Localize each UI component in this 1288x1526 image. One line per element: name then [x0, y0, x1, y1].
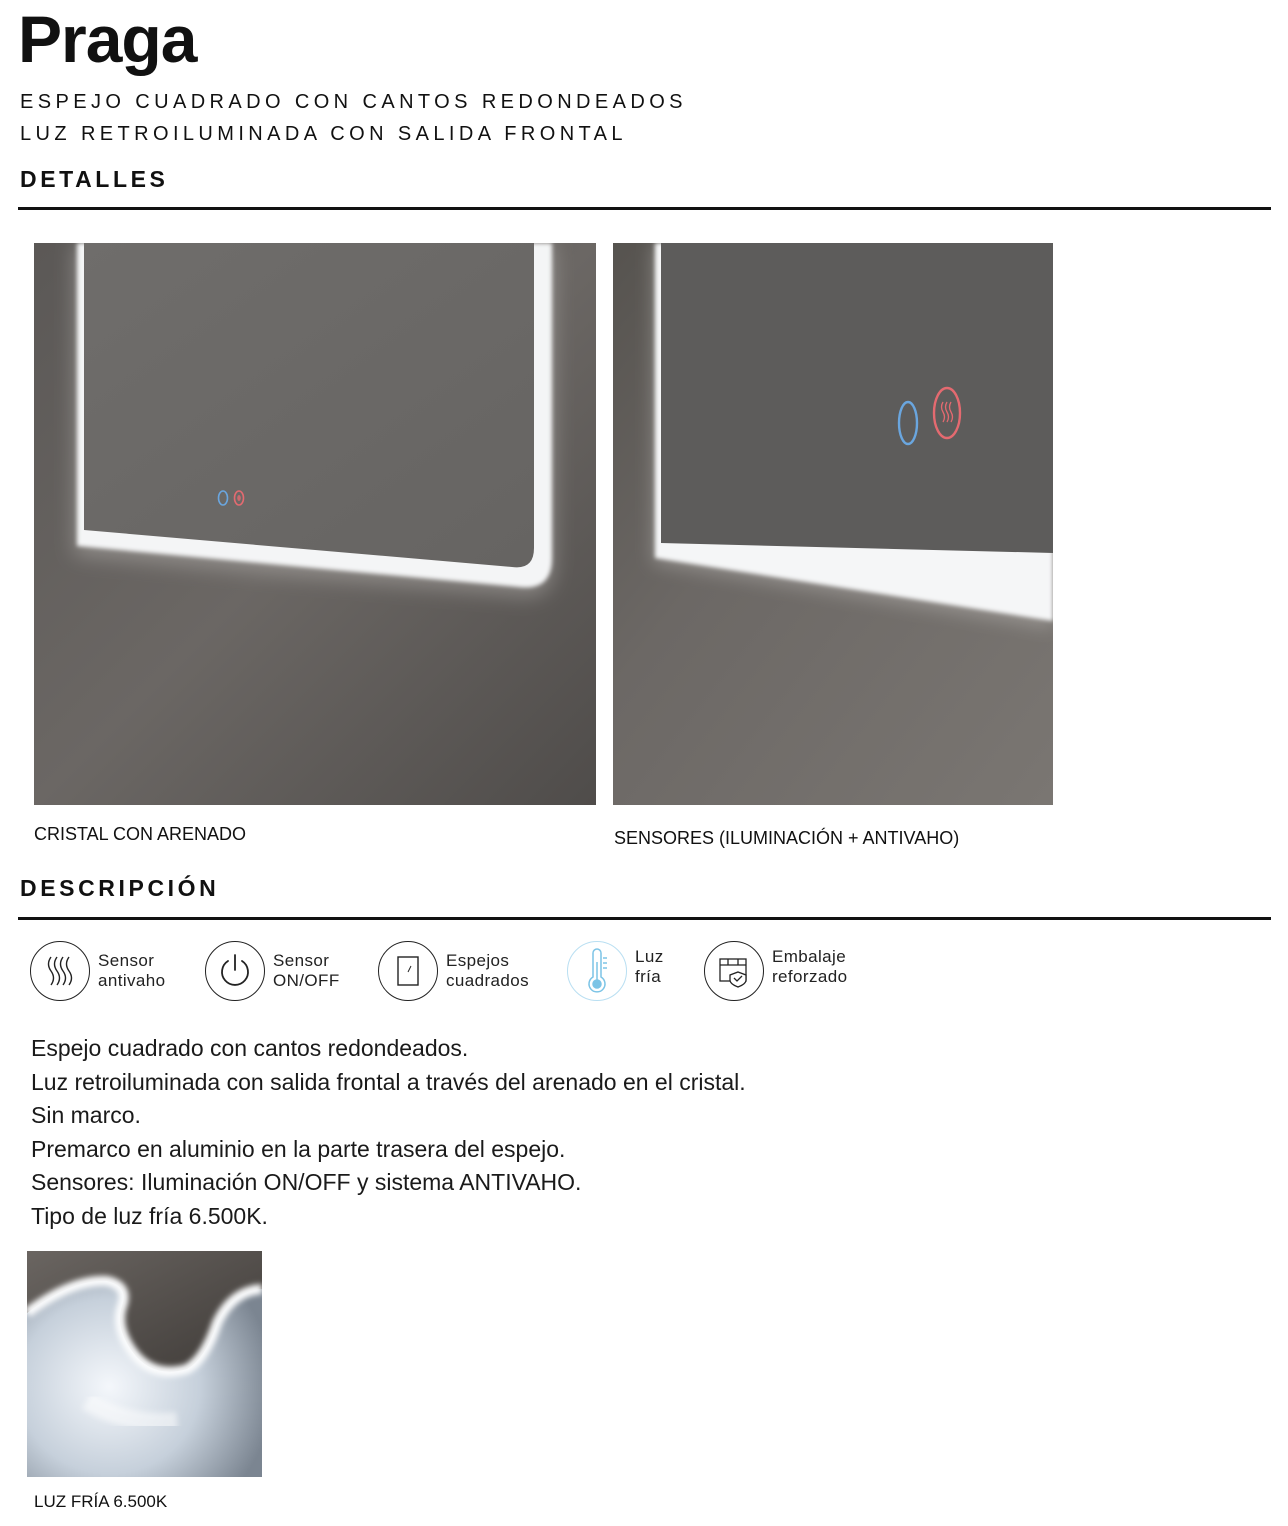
photo-cold-light-swatch	[27, 1251, 262, 1477]
photo-caption-sandblasted: CRISTAL CON ARENADO	[34, 824, 247, 844]
feature-cold-light	[567, 938, 664, 1004]
description-line: Luz retroiluminada con salida frontal a través del arenado en el cristal.	[31, 1068, 746, 1095]
description-heading: DESCRIPCIÓN	[20, 875, 220, 901]
feature-label: Sensor ON/OFF	[273, 951, 340, 990]
description-line: Sin marco.	[31, 1102, 141, 1128]
description-text	[31, 1032, 746, 1233]
power-icon	[205, 941, 265, 1001]
feature-reinforced-packaging	[704, 938, 847, 1004]
photo-caption-sensors: SENSORES (ILUMINACIÓN + ANTIVAHO)	[614, 828, 960, 848]
product-subtitle-line-2: LUZ RETROILUMINADA CON SALIDA FRONTAL	[20, 123, 627, 145]
feature-label: Embalaje reforzado	[772, 947, 848, 986]
description-divider	[18, 917, 1271, 920]
square-mirror-icon	[378, 941, 438, 1001]
thermometer-icon	[567, 941, 627, 1001]
photo-sensors	[613, 243, 1053, 805]
product-title: Praga	[18, 2, 197, 76]
feature-square-mirrors	[378, 938, 529, 1004]
feature-antifog	[30, 938, 165, 1004]
package-icon	[704, 941, 764, 1001]
feature-label: Sensor antivaho	[98, 951, 166, 990]
description-line: Tipo de luz fría 6.500K.	[31, 1202, 268, 1229]
product-subtitle-line-1: ESPEJO CUADRADO CON CANTOS REDONDEADOS	[20, 91, 687, 113]
antifog-icon	[30, 941, 90, 1001]
description-line: Premarco en aluminio en la parte trasera del espejo.	[31, 1135, 566, 1162]
description-line: Espejo cuadrado con cantos redondeados.	[31, 1035, 469, 1061]
feature-label: Luz fría	[635, 947, 664, 986]
details-divider	[18, 207, 1271, 210]
feature-label: Espejos cuadrados	[446, 951, 529, 990]
details-heading: DETALLES	[20, 166, 169, 192]
feature-on-off	[205, 938, 340, 1004]
description-line: Sensores: Iluminación ON/OFF y sistema ANTIVAHO.	[31, 1169, 582, 1195]
photo-sandblasted-glass	[34, 243, 596, 805]
swatch-caption: LUZ FRÍA 6.500K	[34, 1492, 168, 1511]
